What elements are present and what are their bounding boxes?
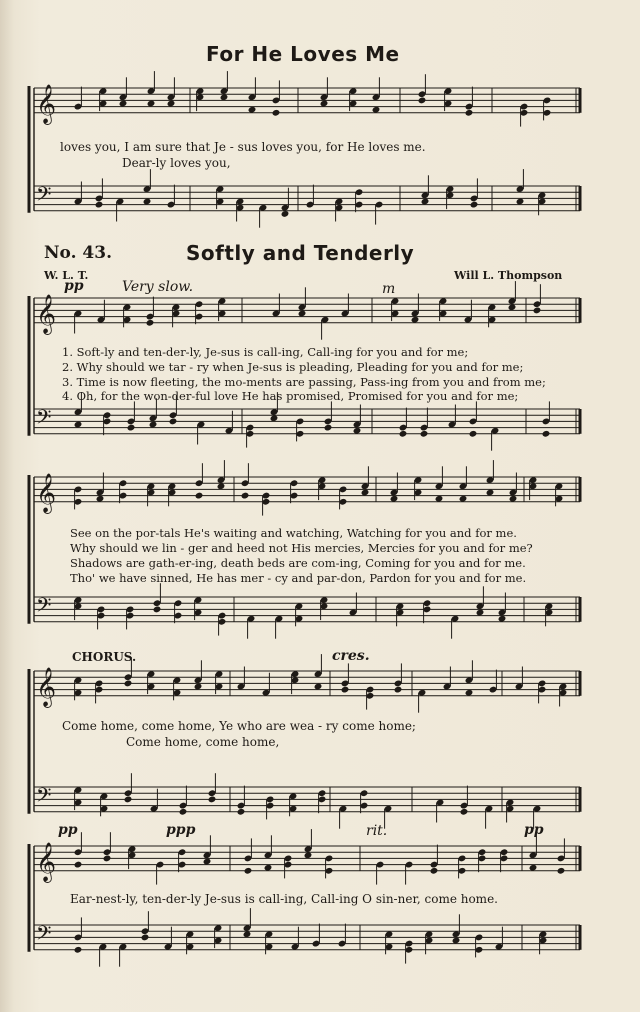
song-title-softly-and-tenderly: Softly and Tenderly bbox=[186, 241, 415, 265]
note-head bbox=[95, 201, 104, 209]
note-head bbox=[179, 808, 188, 816]
verse-line: 3. Time is now fleeting, the mo-ments are passing, Pass-ing from you and from me; bbox=[62, 375, 546, 389]
chorus-lyric-line: Come home, come home, bbox=[126, 735, 280, 749]
note-head bbox=[469, 430, 478, 438]
note-head bbox=[341, 686, 350, 694]
verse-line: Tho' we have sinned, He has mer - cy and par-don, Pardon for you and for me. bbox=[70, 571, 527, 585]
lyric-line: Dear-ly loves you, bbox=[122, 156, 231, 170]
note-head bbox=[418, 97, 427, 105]
note-head bbox=[74, 861, 83, 869]
note-head bbox=[127, 424, 136, 432]
note-head bbox=[470, 201, 479, 209]
chorus-lyric-line: Come home, come home, Ye who are wea - ry come home; bbox=[62, 719, 416, 733]
note-head bbox=[103, 855, 112, 863]
note-head bbox=[241, 492, 250, 500]
crescendo-marking: cres. bbox=[332, 648, 370, 664]
tempo-marking: Very slow. bbox=[122, 279, 194, 295]
note-head bbox=[146, 319, 155, 327]
verse-line: Why should we lin - ger and heed not His mercies, Mercies for you and for me? bbox=[70, 541, 533, 555]
chorus-label: CHORUS. bbox=[72, 650, 137, 664]
verse-line: 4. Oh, for the won-der-ful love He has promised, Promised for you and for me; bbox=[62, 389, 519, 403]
note-head bbox=[124, 680, 133, 688]
note-head bbox=[74, 946, 83, 954]
dynamic-marking: m bbox=[382, 281, 396, 297]
note-head bbox=[208, 796, 217, 804]
treble-clef: 𝄞 bbox=[36, 666, 57, 707]
treble-clef: 𝄞 bbox=[36, 472, 57, 513]
note-head bbox=[420, 430, 429, 438]
note-head bbox=[465, 109, 474, 117]
note-head bbox=[244, 867, 253, 875]
dynamic-marking: pp bbox=[64, 278, 84, 294]
bass-clef: 𝄢 bbox=[36, 921, 52, 950]
note-head bbox=[533, 307, 542, 315]
note-head bbox=[394, 686, 403, 694]
dynamic-marking: pp bbox=[524, 822, 544, 838]
ritardando-marking: rit. bbox=[366, 823, 388, 839]
note-head bbox=[141, 934, 150, 942]
composer-credit: Will L. Thompson bbox=[454, 269, 563, 282]
note-head bbox=[237, 808, 246, 816]
lyric-line: loves you, I am sure that Je - sus loves you, for He loves me. bbox=[60, 140, 426, 154]
note-head bbox=[324, 424, 333, 432]
treble-clef: 𝄞 bbox=[36, 83, 57, 124]
verse-line: 2. Why should we tar - ry when Je-sus is pleading, Pleading for you and for me; bbox=[62, 360, 524, 374]
treble-clef: 𝄞 bbox=[36, 841, 57, 882]
chorus-lyric-line: Ear-nest-ly, ten-der-ly Je-sus is call-ing, Call-ing O sin-ner, come home. bbox=[70, 892, 498, 906]
dynamic-marking: ppp bbox=[166, 822, 196, 838]
note-head bbox=[153, 606, 162, 614]
verse-line: Shadows are gath-er-ing, death beds are com-ing, Coming for you and for me. bbox=[70, 556, 526, 570]
note-head bbox=[195, 492, 204, 500]
treble-clef: 𝄞 bbox=[36, 293, 57, 334]
note-head bbox=[124, 796, 133, 804]
note-head bbox=[460, 808, 469, 816]
hymn-number: No. 43. bbox=[44, 243, 112, 263]
lyricist-credit: W. L. T. bbox=[44, 269, 89, 282]
note-head bbox=[542, 430, 551, 438]
note-head bbox=[169, 418, 178, 426]
bass-clef: 𝄢 bbox=[36, 182, 52, 211]
song-title-for-he-loves-me: For He Loves Me bbox=[206, 42, 400, 66]
bass-clef: 𝄢 bbox=[36, 593, 52, 622]
verse-line: 1. Soft-ly and ten-der-ly, Je-sus is call-ing, Call-ing for you and for me; bbox=[62, 345, 469, 359]
bass-clef: 𝄢 bbox=[36, 405, 52, 434]
verse-line: See on the por-tals He's waiting and watching, Watching for you and for me. bbox=[70, 526, 517, 540]
note-head bbox=[399, 430, 408, 438]
note-head bbox=[430, 867, 439, 875]
note-head bbox=[557, 867, 566, 875]
dynamic-marking: pp bbox=[58, 822, 78, 838]
bass-clef: 𝄢 bbox=[36, 783, 52, 812]
note-head bbox=[272, 109, 281, 117]
